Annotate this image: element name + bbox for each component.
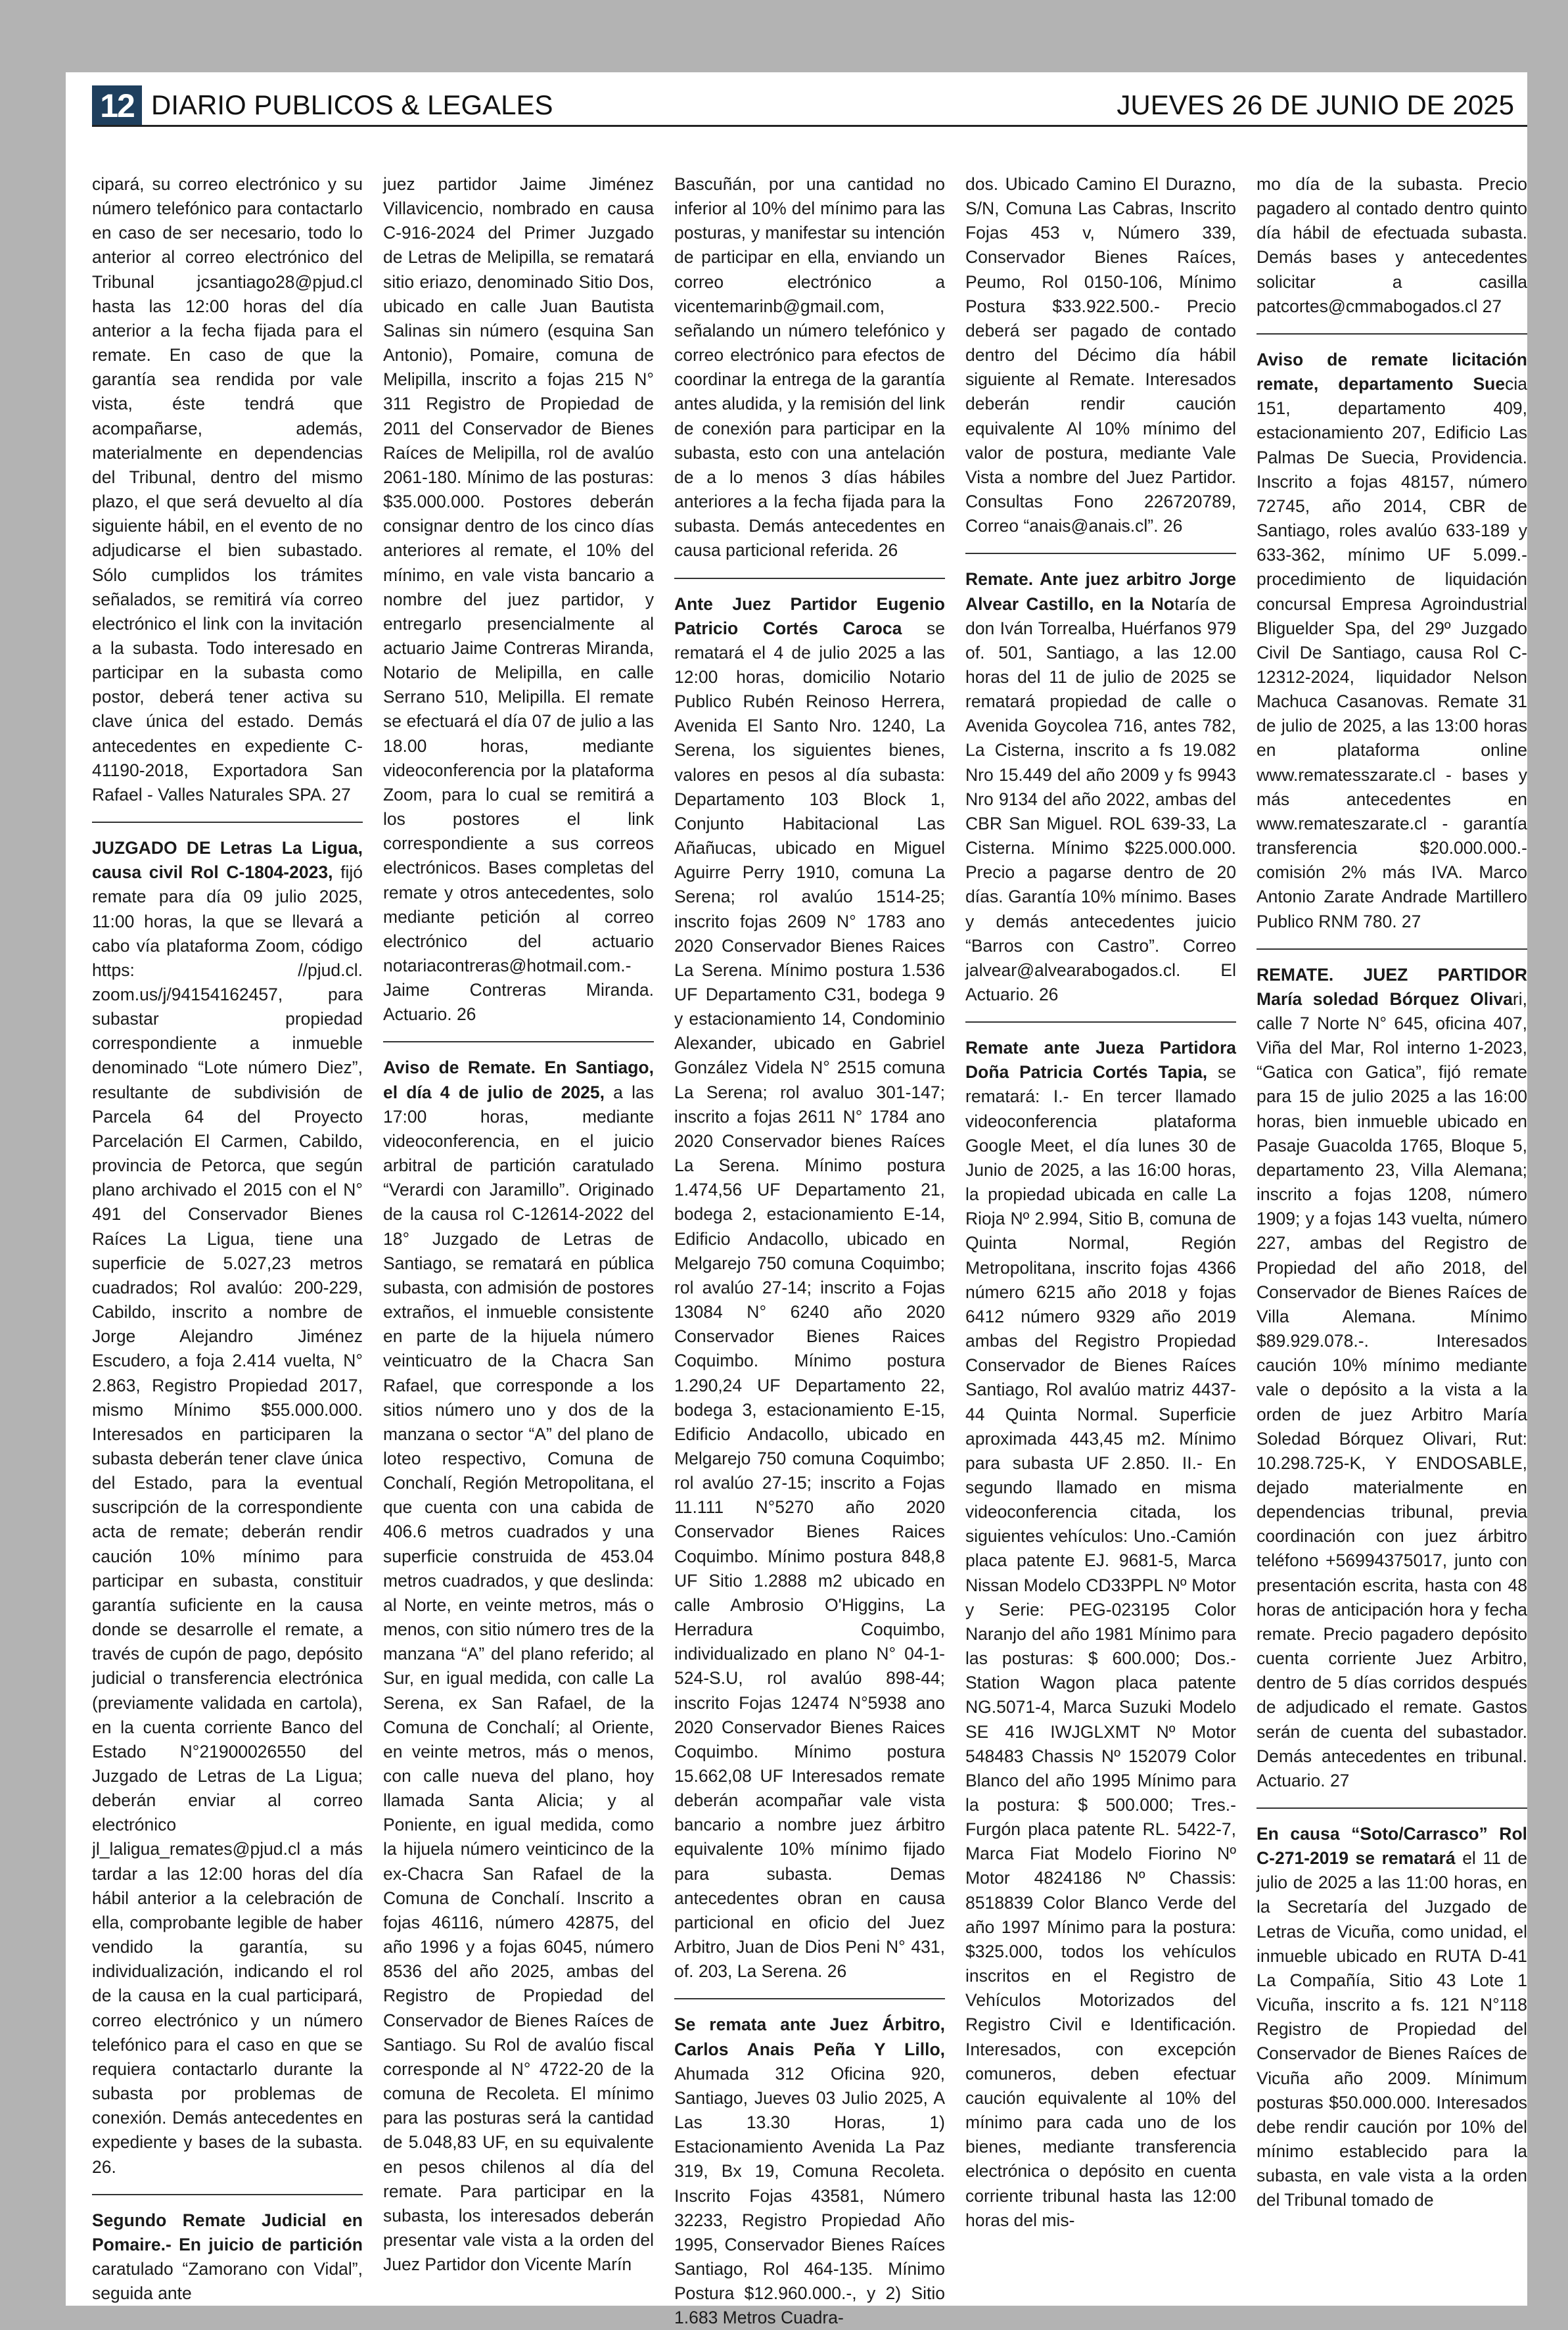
notice-separator: [1257, 333, 1527, 335]
column-5: [1257, 172, 1527, 2282]
legal-notice: [383, 172, 654, 1027]
notice-body: se rematará el 4 de julio 2025 a las 12:00 horas, domicilio Notario Publico Rubén Reinoso Herrera, Avenida El Santo Nro. 1240, La Serena, los siguientes bienes, valores en pesos al día subasta: Departamento 103 Block 1, Conjunto Habitacional Las Añañucas, ubicado en Miguel Aguirre Perry 1910, comuna La Serena; rol avalúo 1514-25; inscrito fojas 2609 N° 1783 ano 2020 Conservador Bienes Raices La Serena. Mínimo postura 1.536 UF Departamento C31, bodega 9 y estacionamiento 14, Condominio Alexander, ubicado en Gabriel González Videla N° 2515 comuna La Serena; rol avaluo 301-147; inscrito a fojas 2611 N° 1784 ano 2020 Conservador bienes Raíces La Serena. Mínimo postura 1.474,56 UF Departamento 21, bodega 2, estacionamiento E-14, Edificio Andacollo, ubicado en Melgarejo 750 comuna Coquimbo; rol avalúo 27-14; inscrito a Fojas 13084 N° 6240 año 2020 Conservador Bienes Raices Coquimbo. Mínimo postura 1.290,24 UF Departamento 22, bodega 3, estacionamiento E-15, Edificio Andacollo, ubicado en Melgarejo 750 comuna Coquimbo; rol avalúo 27-15; inscrito a Fojas 11.111 N°5270 año 2020 Conservador Bienes Raices Coquimbo. Mínimo postura 848,8 UF Sitio 1.2888 m2 ubicado en calle Ambrosio O'Higgins, La Herradura Coquimbo, individualizado en plano N° 04-1- 524-S.U, rol avalúo 898-44; inscrito Fojas 12474 N°5938 ano 2020 Conservador Bienes Raices Coquimbo. Mínimo postura 15.662,08 UF Interesados remate deberán acompañar vale vista bancario a nombre juez árbitro equivalente 10% mínimo fijado para subasta. Demas antecedentes obran en causa particional en oficio del Juez Arbitro, Juan de Dios Peni N° 431, of. 203, La Serena. 26: [674, 618, 946, 1982]
header-rule: [92, 125, 1527, 127]
notice-body: dos. Ubicado Camino El Durazno, S/N, Comuna Las Cabras, Inscrito Fojas 453 v, Número 339, Conservador Bienes Raíces, Peumo, Rol 0150-106, Mínimo Postura $33.922.500.- Precio deberá ser pagado de contado dentro del Décimo día hábil siguiente al Remate. Interesados deberán rendir caución equivalente Al 10% mínimo del valor de postura, mediante Vale Vista a nombre del Juez Partidor. Consultas Fono 226720789, Correo “anais@anais.cl”. 26: [965, 174, 1236, 536]
notice-heading: REMATE. JUEZ PARTIDOR María soledad Bórquez Oliva: [1257, 964, 1527, 1009]
notice-separator: [674, 578, 945, 579]
legal-notice: [965, 567, 1236, 1007]
notice-body: taría de don Iván Torrealba, Huérfanos 979 of. 501, Santiago, a las 12.00 horas del 11 de julio de 2025 se rematará propiedad de calle o Avenida Goycolea 716, antes 782, La Cisterna, inscrito a fs 19.082 Nro 15.449 del año 2009 y fs 9943 Nro 9134 del año 2022, ambas del CBR San Miguel. ROL 639-33, La Cisterna. Mínimo $225.000.000. Precio a pagarse dentro de 20 días. Garantía 10% mínimo. Bases y demás antecedentes juicio “Barros con Castro”. Correo jalvear@alvearabogados.cl. El Actuario. 26: [965, 594, 1237, 1004]
notice-heading: Aviso de remate licitación remate, departamento Sue: [1257, 349, 1527, 394]
issue-date: JUEVES 26 DE JUNIO DE 2025: [1117, 89, 1514, 120]
notice-body: caratulado “Zamorano con Vidal”, seguida ante: [92, 2258, 363, 2304]
notice-separator: [1257, 1807, 1527, 1809]
legal-notice: [674, 2013, 945, 2330]
notice-body: Ahumada 312 Oficina 920, Santiago, Jueves 03 Julio 2025, A Las 13.30 Horas, 1) Estacionamiento Avenida La Paz 319, Bx 19, Comuna Recoleta. Inscrito Fojas 43581, Número 32233, Registro Propiedad Año 1995, Conservador Bienes Raíces Santiago, Rol 464-135. Mínimo Postura $12.960.000.-, y 2) Sitio 1.683 Metros Cuadra-: [674, 2063, 945, 2328]
legal-notice: [92, 836, 363, 2179]
notice-separator: [92, 822, 363, 823]
legal-notice: [92, 2208, 363, 2306]
column-3: [674, 172, 946, 2328]
notice-body: ri, calle 7 Norte N° 645, oficina 407, Viña del Mar, Rol interno 1-2023, “Gatica con Gatica”, fijó remate para 15 de julio 2025 a las 16:00 horas, bien inmueble ubicado en Pasaje Guacolda 1765, Bloque 5, departamento 23, Villa Alemana; inscrito a fojas 1208, número 1909; y a fojas 143 vuelta, número 227, ambas del Registro de Propiedad del año 2018, del Conservador de Bienes Raíces de Villa Alemana. Mínimo $89.929.078.-. Interesados caución 10% mínimo mediante vale o depósito a la vista a la orden de juez Arbitro María Soledad Bórquez Olivari, Rut: 10.298.725-K, Y ENDOSABLE, dejado materialmente en dependencias tribunal, previa coordinación con juez árbitro teléfono +56994375017, junto con presentación escrita, hasta con 48 horas de anticipación hora y fecha remate. Precio pagadero depósito cuenta corriente Juez Arbitro, dentro de 5 días corridos después de adjudicado el remate. Gastos serán de cuenta del subastador. Demás antecedentes en tribunal. Actuario. 27: [1257, 989, 1527, 1790]
notice-separator: [965, 553, 1236, 554]
legal-notice: [1257, 172, 1527, 319]
notice-heading: En causa “Soto/Carrasco” Rol C-271-2019 se rematará: [1257, 1824, 1527, 1869]
notices-columns: [92, 172, 1527, 2328]
legal-notice: [92, 172, 363, 807]
notice-body: juez partidor Jaime Jiménez Villavicencio, nombrado en causa C-916-2024 del Primer Juzgado de Letras de Melipilla, se rematará sitio eriazo, denominado Sitio Dos, ubicado en calle Juan Bautista Salinas sin número (esquina San Antonio), Pomaire, comuna de Melipilla, inscrito a fojas 215 N° 311 Registro de Propiedad de 2011 del Conservador de Bienes Raíces de Melipilla, rol de avalúo 2061-180. Mínimo de las posturas: $35.000.000. Postores deberán consignar dentro de los cinco días anteriores al remate, el 10% del mínimo, en vale vista bancario a nombre del juez partidor, y entregarlo presencialmente al actuario Jaime Contreras Miranda, Notario de Melipilla, en calle Serrano 510, Melipilla. El remate se efectuará el día 07 de julio a las 18.00 horas, mediante videoconferencia por la plataforma Zoom, para lo cual se remitirá a los postores el link correspondiente a sus correos electrónicos. Bases completas del remate y otros antecedentes, solo mediante petición al correo electrónico del actuario notariacontreras@hotmail.com.- Jaime Contreras Miranda. Actuario. 26: [383, 174, 654, 1025]
notice-separator: [383, 1041, 654, 1042]
notice-heading: Se remata ante Juez Árbitro, Carlos Anais Peña Y Lillo,: [674, 2015, 945, 2059]
legal-notice: [383, 1056, 654, 2277]
notice-heading: Segundo Remate Judicial en Pomaire.- En juicio de partición: [92, 2210, 363, 2254]
notice-body: se rematará: I.- En tercer llamado videoconferencia plataforma Google Meet, el día lunes 30 de Junio de 2025, a las 16:00 horas, la propiedad ubicada en calle La Rioja Nº 2.994, Sitio B, comuna de Quinta Normal, Región Metropolitana, inscrito fojas 4366 número 6215 año 2018 y fojas 6412 número 9329 año 2019 ambas del Registro Propiedad Conservador de Bienes Raíces Santiago, Rol avalúo matriz 4437-44 Quinta Normal. Superficie aproximada 443,45 m2. Mínimo para subasta UF 2.850. II.- En segundo llamado en misma videoconferencia citada, los siguientes vehículos: Uno.-Camión placa patente EJ. 9681-5, Marca Nissan Modelo CD33PPL Nº Motor y Serie: PEG-023195 Color Naranjo del año 1981 Mínimo para las posturas: $ 600.000; Dos.- Station Wagon placa patente NG.5071-4, Marca Suzuki Modelo SE 416 IWJGLXMT Nº Motor 548483 Chassis Nº 152079 Color Blanco del año 1995 Mínimo para la postura: $ 500.000; Tres.- Furgón placa patente RL. 5422-7, Marca Fiat Modelo Fiorino Nº Motor 4824186 Nº Chassis: 8518839 Color Blanco Verde del año 1997 Mínimo para la postura: $325.000, todos los vehículos inscritos en el Registro de Vehículos Motorizados del Registro Civil e Identificación. Interesados, con excepción comuneros, deben efectuar caución equivalente al 10% del mínimo para cada uno de los bienes, mediante transferencia electrónica o depósito en cuenta corriente tribunal hasta las 12:00 horas del mis-: [965, 1062, 1236, 2230]
legal-notice: [965, 172, 1236, 538]
column-4: [965, 172, 1236, 2282]
notice-body: cipará, su correo electrónico y su número telefónico para contactarlo en caso de ser necesario, todo lo anterior al correo electrónico del Tribunal jcsantiago28@pjud.cl hasta las 12:00 horas del día anterior a la fecha fijada para el remate. En caso de que la garantía sea rendida por vale vista, éste tendrá que acompañarse, además, materialmente en dependencias del Tribunal, dentro del mismo plazo, el que será devuelto al día siguiente hábil, en el evento de no adjudicarse el bien subastado. Sólo cumplidos los trámites señalados, se remitirá vía correo electrónico el link con la invitación a la subasta. Todo interesado en participar en la subasta como postor, deberá tener activa su clave única del estado. Demás antecedentes en expediente C-41190-2018, Exportadora San Rafael - Valles Naturales SPA. 27: [92, 174, 363, 804]
notice-heading: JUZGADO DE Letras La Ligua, causa civil Rol C-1804-2023,: [92, 838, 363, 883]
column-1: [92, 172, 363, 2304]
notice-separator: [965, 1021, 1236, 1023]
notice-separator: [92, 2194, 363, 2195]
page-header: [92, 80, 1527, 129]
notice-body: fijó remate para día 09 julio 2025, 11:00 horas, la que se llevará a cabo vía plataforma Zoom, código https: //pjud.cl. zoom.us/j/94154162457, para subastar propiedad correspondiente a inmueble denominado “Lote número Diez”, resultante de subdivisión de Parcela 64 del Proyecto Parcelación El Carmen, Cabildo, provincia de Petorca, que según plano archivado el 2015 con el N° 491 del Conservador Bienes Raíces La Ligua, tiene una superficie de 5.027,23 metros cuadrados; Rol avalúo: 200-229, Cabildo, inscrito a nombre de Jorge Alejandro Jiménez Escudero, a foja 2.414 vuelta, N° 2.863, Registro Propiedad 2017, mismo Mínimo $55.000.000. Interesados en participaren la subasta deberán tener clave única del Estado, para la eventual suscripción de la correspondiente acta de remate; deberán rendir caución 10% mínimo para participar en subasta, constituir garantía suficiente en la causa donde se desarrolle el remate, a través de cupón de pago, depósito judicial o transferencia electrónica (previamente validada en cartola), en la cuenta corriente Banco del Estado N°21900026550 del Juzgado de Letras de La Ligua; deberán enviar al correo electrónico jl_laligua_remates@pjud.cl a más tardar a las 12:00 horas del día hábil anterior a la celebración de ella, comprobante legible de haber vendido la garantía, su individualización, indicando el rol de la causa en la cual participará, correo electrónico y un número telefónico para el caso en que se requiera contactarlo durante la subasta por problemas de conexión. Demás antecedentes en expediente y bases de la subasta. 26.: [92, 862, 363, 2177]
notice-body: el 11 de julio de 2025 a las 11:00 horas, en la Secretaría del Juzgado de Letras de Vicuña, como unidad, el inmueble ubicado en RUTA D-41 La Compañía, Sitio 43 Lote 1 Vicuña, inscrito a fs. 121 N°118 Registro de Propiedad del Conservador de Bienes Raíces de Vicuña año 2009. Mínimum posturas $50.000.000. Interesados debe rendir caución por 10% del mínimo establecido para la subasta, en vale vista a la orden del Tribunal tomado de: [1257, 1848, 1527, 2210]
notice-heading: Aviso de Remate. En Santiago, el día 4 de julio de 2025,: [383, 1058, 654, 1102]
notice-separator: [674, 1998, 945, 1999]
page-number: 12: [92, 85, 142, 126]
notice-separator: [1257, 948, 1527, 950]
paper-title: DIARIO PUBLICOS & LEGALES: [151, 89, 553, 120]
legal-notice: [674, 172, 945, 563]
notice-body: a las 17:00 horas, mediante videoconferencia, en el juicio arbitral de partición caratulado “Verardi con Jaramillo”. Originado de la causa rol C-12614-2022 del 18° Juzgado de Letras de Santiago, se rematará en pública subasta, con admisión de postores extraños, el inmueble consistente en parte de la hijuela número veinticuatro de la Chacra San Rafael, que corresponde a los sitios número uno y dos de la manzana o sector “A” del plano de loteo respectivo, Comuna de Conchalí, Región Metropolitana, el que cuenta con una cabida de 406.6 metros cuadrados y una superficie construida de 453.04 metros cuadrados, y que deslinda: al Norte, en veinte metros, más o menos, con sitio número tres de la manzana “A” del plano referido; al Sur, en igual medida, con calle La Serena, ex San Rafael, de la Comuna de Conchalí; al Oriente, en veinte metros, más o menos, con calle nueva del plano, hoy llamada Santa Alicia; y al Poniente, en igual medida, como la hijuela número veinticinco de la ex-Chacra San Rafael de la Comuna de Conchalí. Inscrito a fojas 46116, número 42875, del año 1996 y a fojas 6045, número 8536 del año 2025, ambas del Registro de Propiedad del Conservador de Bienes Raíces de Santiago. Su Rol de avalúo fiscal corresponde al N° 4722-20 de la comuna de Recoleta. El mínimo para las posturas será la cantidad de 5.048,83 UF, en su equivalente en pesos chilenos al día del remate. Para participar en la subasta, los interesados deberán presentar vale vista a la orden del Juez Partidor don Vicente Marín: [383, 1082, 654, 2275]
legal-notice: [1257, 963, 1527, 1793]
notice-body: mo día de la subasta. Precio pagadero al contado dentro quinto día hábil de efectuada subasta. Demás bases y antecedentes solicitar a casilla patcortes@cmmabogados.cl 27: [1257, 174, 1527, 316]
notice-body: cia 151, departamento 409, estacionamiento 207, Edificio Las Palmas De Suecia, Providencia. Inscrito a fojas 48157, número 72745, año 2014, CBR de Santiago, roles avalúo 633-189 y 633-362, mínimo UF 5.099.- procedimiento de liquidación concursal Empresa Agroindustrial Bliguelder Spa, del 29º Juzgado Civil De Santiago, causa Rol C-12312-2024, liquidador Nelson Machuca Casanovas. Remate 31 de julio de 2025, a las 13:00 horas en plataforma online www.rematesszarate.cl - bases y más antecedentes en www.remateszarate.cl - garantía transferencia $20.000.000.- comisión 2% más IVA. Marco Antonio Zarate Andrade Martillero Publico RNM 780. 27: [1257, 374, 1527, 931]
notice-heading: Ante Juez Partidor Eugenio Patricio Cortés Caroca: [674, 594, 945, 638]
notice-heading: Remate ante Jueza Partidora Doña Patricia Cortés Tapia,: [965, 1038, 1236, 1083]
legal-notice: [1257, 1822, 1527, 2213]
legal-notice: [965, 1036, 1236, 2233]
legal-notice: [674, 592, 945, 1984]
notice-body: Bascuñán, por una cantidad no inferior al 10% del mínimo para las posturas, y manifestar su intención de participar en ella, enviando un correo electrónico a vicentemarinb@gmail.com, señalando un número telefónico y correo electrónico para efectos de coordinar la entrega de la garantía antes aludida, y la remisión del link de conexión para participar en la subasta, esto con una antelación de a lo menos 3 días hábiles anteriores a la fecha fijada para la subasta. Demás antecedentes en causa particional referida. 26: [674, 174, 945, 561]
column-2: [383, 172, 654, 2282]
legal-notice: [1257, 348, 1527, 934]
notice-heading: Remate. Ante juez arbitro Jorge Alvear Castillo, en la No: [965, 569, 1236, 614]
